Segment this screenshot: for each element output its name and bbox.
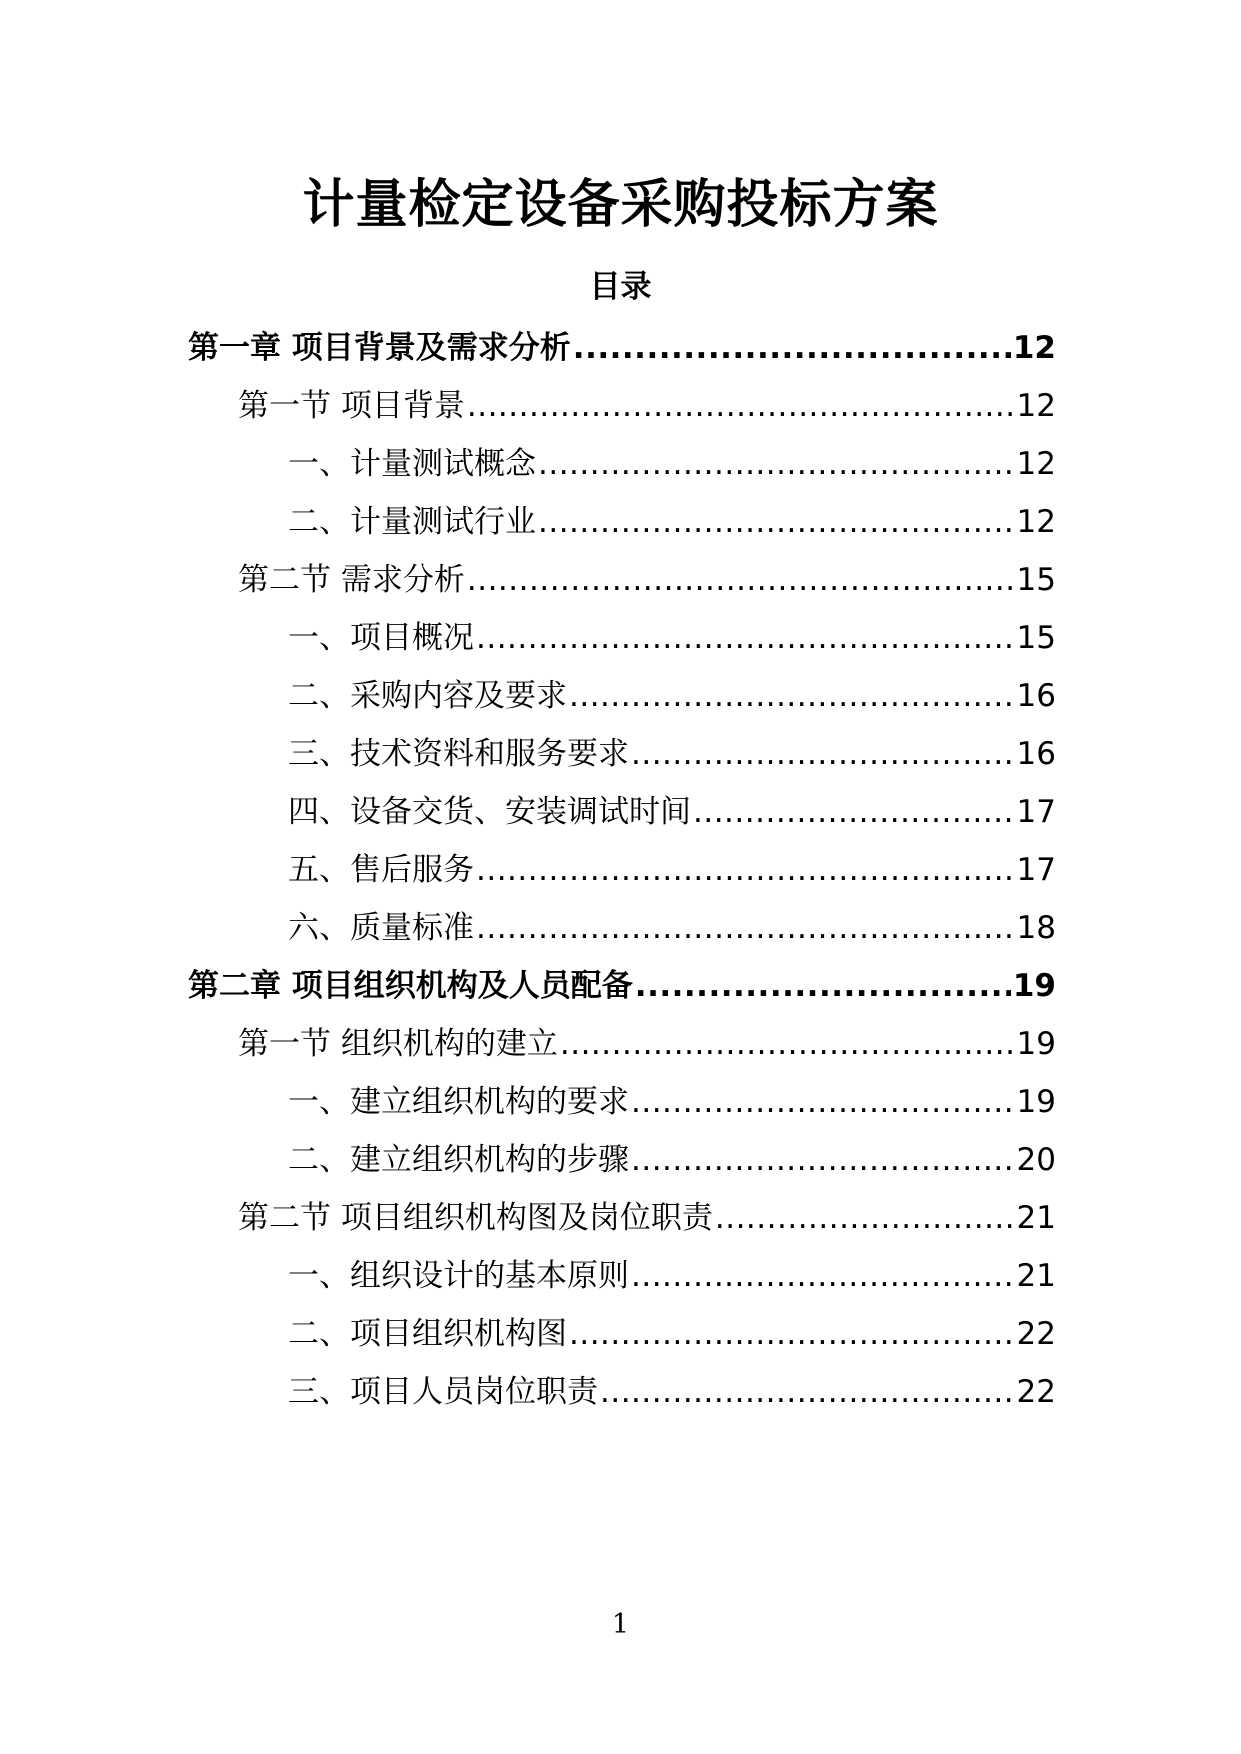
toc-entry-subsection[interactable] — [288, 497, 1056, 547]
toc-entry-subsection[interactable] — [288, 1367, 1056, 1417]
toc-entry-subsection[interactable] — [288, 1135, 1056, 1185]
toc-entry-label: 二、采购内容及要求 — [288, 678, 567, 714]
toc-dot-leader — [467, 555, 1015, 605]
toc-entry-section[interactable] — [238, 1019, 1056, 1069]
toc-entry-page: 15 — [1016, 620, 1056, 656]
toc-entry-section[interactable] — [238, 381, 1056, 431]
toc-entry-page: 19 — [1016, 1026, 1056, 1062]
toc-entry-label: 第一节 组织机构的建立 — [238, 1026, 558, 1062]
toc-entry-label: 二、建立组织机构的步骤 — [288, 1142, 629, 1178]
toc-entry-label: 第一章 项目背景及需求分析 — [188, 330, 571, 366]
toc-entry-page: 20 — [1016, 1142, 1056, 1178]
toc-entry-subsection[interactable] — [288, 1309, 1056, 1359]
toc-entry-label: 三、项目人员岗位职责 — [288, 1374, 598, 1410]
toc-dot-leader — [631, 1077, 1015, 1127]
document-title: 计量检定设备采购投标方案 — [302, 175, 939, 235]
toc-entry-subsection[interactable] — [288, 845, 1056, 895]
toc-dot-leader — [573, 323, 1011, 373]
toc-dot-leader — [569, 671, 1015, 721]
toc-entry-chapter-2[interactable] — [188, 961, 1056, 1011]
toc-entry-label: 第二章 项目组织机构及人员配备 — [188, 968, 633, 1004]
toc-entry-label: 六、质量标准 — [288, 910, 474, 946]
toc-entry-page: 12 — [1016, 504, 1056, 540]
toc-dot-leader — [715, 1193, 1015, 1243]
toc-entry-label: 第二节 项目组织机构图及岗位职责 — [238, 1200, 713, 1236]
toc-entry-label: 五、售后服务 — [288, 852, 474, 888]
toc-dot-leader — [635, 961, 1011, 1011]
toc-entry-page: 22 — [1016, 1374, 1056, 1410]
toc-dot-leader — [476, 613, 1015, 663]
toc-dot-leader — [538, 439, 1015, 489]
toc-entry-subsection[interactable] — [288, 1077, 1056, 1127]
toc-entry-label: 一、项目概况 — [288, 620, 474, 656]
toc-entry-page: 12 — [1012, 330, 1056, 366]
toc-entry-page: 17 — [1016, 794, 1056, 830]
toc-entry-subsection[interactable] — [288, 787, 1056, 837]
toc-entry-page: 21 — [1016, 1258, 1056, 1294]
toc-entry-label: 四、设备交货、安装调试时间 — [288, 794, 691, 830]
toc-entry-section[interactable] — [238, 555, 1056, 605]
toc-entry-page: 19 — [1012, 968, 1056, 1004]
toc-entry-label: 二、项目组织机构图 — [288, 1316, 567, 1352]
toc-heading: 目录 — [589, 269, 652, 305]
toc-entry-section[interactable] — [238, 1193, 1056, 1243]
toc-entry-page: 16 — [1016, 736, 1056, 772]
toc-entry-subsection[interactable] — [288, 671, 1056, 721]
page-number: 1 — [611, 1609, 630, 1640]
toc-dot-leader — [538, 497, 1015, 547]
toc-entry-label: 二、计量测试行业 — [288, 504, 536, 540]
toc-entry-label: 三、技术资料和服务要求 — [288, 736, 629, 772]
toc-entry-label: 一、计量测试概念 — [288, 446, 536, 482]
toc-dot-leader — [693, 787, 1015, 837]
toc-entry-page: 18 — [1016, 910, 1056, 946]
toc-entry-subsection[interactable] — [288, 1251, 1056, 1301]
toc-entry-page: 12 — [1016, 388, 1056, 424]
toc-dot-leader — [467, 381, 1015, 431]
toc-entry-page: 21 — [1016, 1200, 1056, 1236]
toc-dot-leader — [631, 1135, 1015, 1185]
toc-entry-subsection[interactable] — [288, 729, 1056, 779]
toc-entry-subsection[interactable] — [288, 903, 1056, 953]
toc-entry-label: 一、组织设计的基本原则 — [288, 1258, 629, 1294]
toc-dot-leader — [631, 729, 1015, 779]
toc-entry-subsection[interactable] — [288, 613, 1056, 663]
toc-dot-leader — [476, 845, 1015, 895]
toc-entry-page: 22 — [1016, 1316, 1056, 1352]
toc-entry-label: 第一节 项目背景 — [238, 388, 465, 424]
toc-dot-leader — [476, 903, 1015, 953]
toc-entry-page: 19 — [1016, 1084, 1056, 1120]
toc-entry-page: 12 — [1016, 446, 1056, 482]
toc-dot-leader — [569, 1309, 1015, 1359]
toc-entry-page: 16 — [1016, 678, 1056, 714]
toc-entry-page: 15 — [1016, 562, 1056, 598]
toc-entry-chapter-1[interactable] — [188, 323, 1056, 373]
toc-entry-subsection[interactable] — [288, 439, 1056, 489]
toc-entry-page: 17 — [1016, 852, 1056, 888]
toc-dot-leader — [631, 1251, 1015, 1301]
toc-entry-label: 一、建立组织机构的要求 — [288, 1084, 629, 1120]
toc-entry-label: 第二节 需求分析 — [238, 562, 465, 598]
toc-dot-leader — [560, 1019, 1015, 1069]
toc-dot-leader — [600, 1367, 1015, 1417]
